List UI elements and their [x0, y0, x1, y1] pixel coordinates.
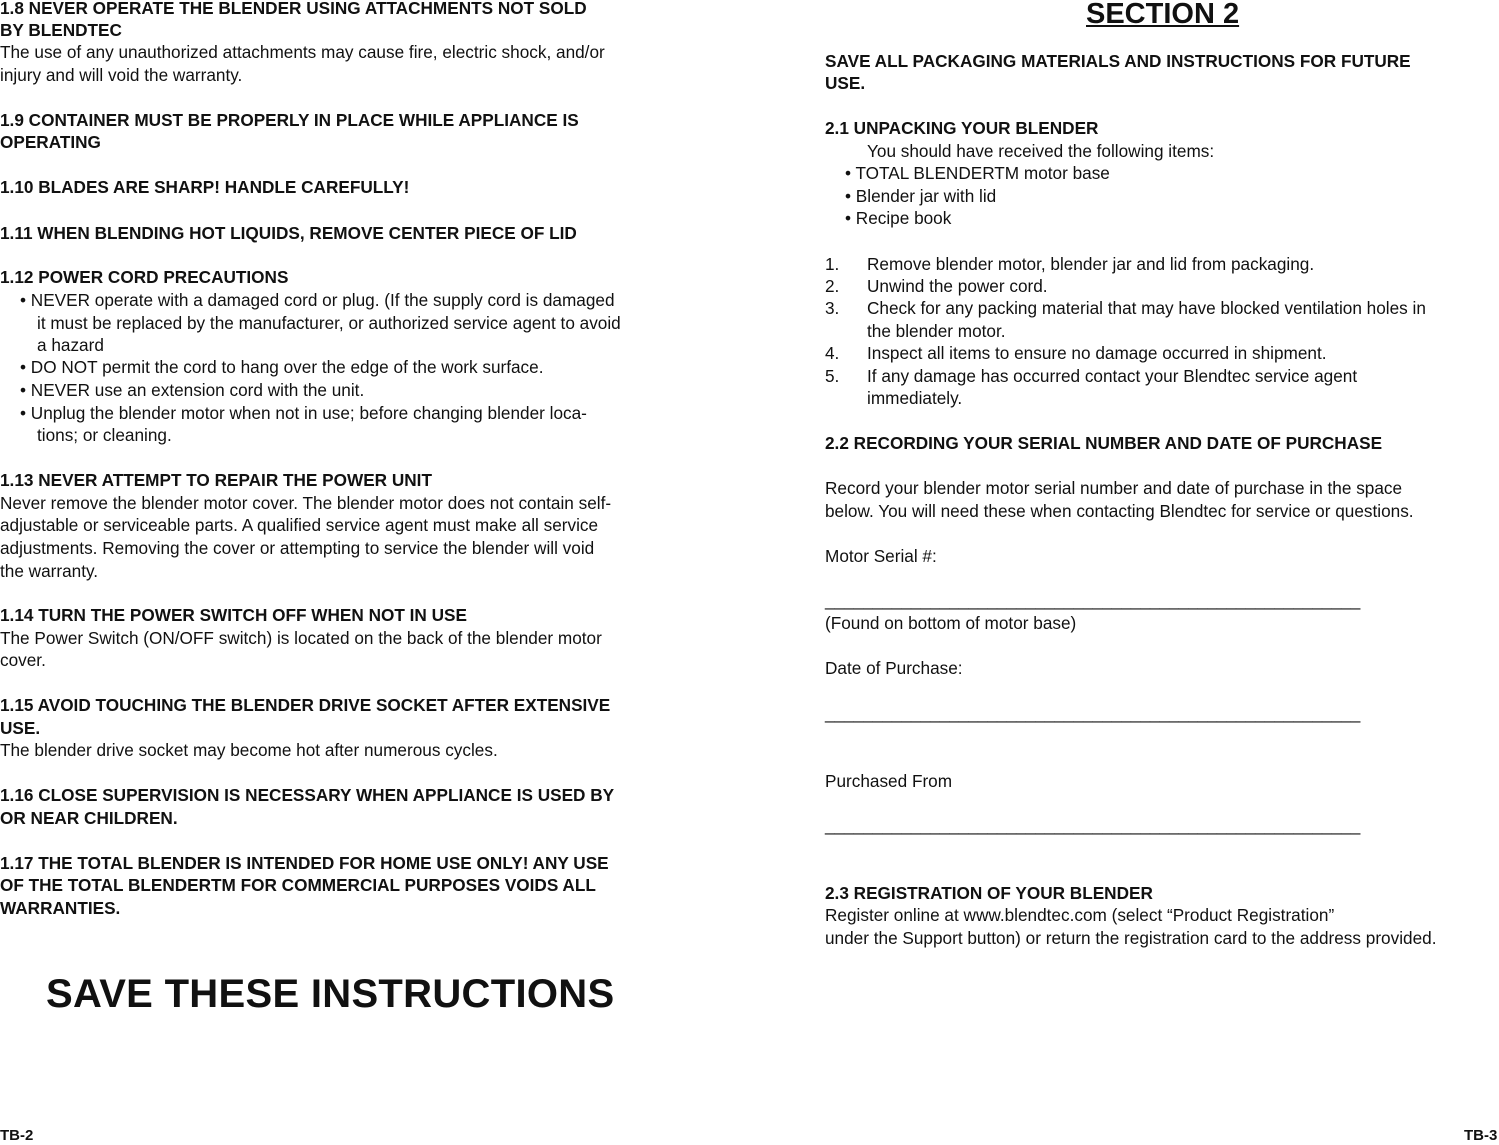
- section-1-13-body-line2: adjustable or serviceable parts. A qualified service agent must make all service: [0, 515, 599, 535]
- motor-serial-blank: ________________________________________________________: [825, 590, 1361, 610]
- section-2-2-title: 2.2 RECORDING YOUR SERIAL NUMBER AND DATE OF PURCHASE: [825, 433, 1383, 453]
- step-2-text: Unwind the power cord.: [867, 276, 1048, 296]
- section-1-8-body-line1: The use of any unauthorized attachments may cause fire, electric shock, and/or: [0, 42, 605, 62]
- cord-bullet-4-line1: • Unplug the blender motor when not in use; before changing blender loca-: [20, 403, 587, 423]
- step-5-text-line2: immediately.: [867, 388, 963, 408]
- intro-line2: USE.: [825, 73, 866, 93]
- section-1-14-body-line1: The Power Switch (ON/OFF switch) is located on the back of the blender motor: [0, 628, 602, 648]
- motor-serial-label: Motor Serial #:: [825, 546, 937, 566]
- cord-bullet-1-line3: a hazard: [37, 335, 104, 355]
- page-number-left: TB-2: [0, 1127, 34, 1144]
- step-3-text-line2: the blender motor.: [867, 321, 1006, 341]
- section-1-13-title: 1.13 NEVER ATTEMPT TO REPAIR THE POWER UNIT: [0, 470, 432, 490]
- section-1-15-title-line1: 1.15 AVOID TOUCHING THE BLENDER DRIVE SOCKET AFTER EXTENSIVE: [0, 695, 611, 715]
- purchased-from-label: Purchased From: [825, 771, 953, 791]
- section-1-17-title-line2: OF THE TOTAL BLENDERTM FOR COMMERCIAL PURPOSES VOIDS ALL: [0, 875, 596, 895]
- section-1-13-body-line1: Never remove the blender motor cover. The blender motor does not contain self-: [0, 493, 612, 513]
- section-1-9-title-line1: 1.9 CONTAINER MUST BE PROPERLY IN PLACE WHILE APPLIANCE IS: [0, 110, 579, 130]
- save-instructions-heading: SAVE THESE INSTRUCTIONS: [46, 972, 615, 1016]
- section-1-8-title-line1: 1.8 NEVER OPERATE THE BLENDER USING ATTACHMENTS NOT SOLD: [0, 0, 587, 18]
- section-1-8-title-line2: BY BLENDTEC: [0, 20, 122, 40]
- section-2-1-lead: You should have received the following items:: [867, 141, 1215, 161]
- section-1-14-body-line2: cover.: [0, 650, 46, 670]
- section-1-15-body: The blender drive socket may become hot after numerous cycles.: [0, 740, 498, 760]
- step-2-number: 2.: [825, 276, 840, 296]
- section-2-1-title: 2.1 UNPACKING YOUR BLENDER: [825, 118, 1099, 138]
- cord-bullet-3: • NEVER use an extension cord with the unit.: [20, 380, 365, 400]
- section-2-3-body-line1: Register online at www.blendtec.com (select “Product Registration”: [825, 905, 1335, 925]
- step-5-number: 5.: [825, 366, 840, 386]
- intro-line1: SAVE ALL PACKAGING MATERIALS AND INSTRUCTIONS FOR FUTURE: [825, 51, 1411, 71]
- step-1-text: Remove blender motor, blender jar and lid from packaging.: [867, 254, 1315, 274]
- date-of-purchase-blank: ________________________________________________________: [825, 703, 1361, 723]
- section-1-14-title: 1.14 TURN THE POWER SWITCH OFF WHEN NOT IN USE: [0, 605, 467, 625]
- section-2-2-body-line2: below. You will need these when contacting Blendtec for service or questions.: [825, 501, 1414, 521]
- section-1-17-title-line1: 1.17 THE TOTAL BLENDER IS INTENDED FOR HOME USE ONLY! ANY USE: [0, 853, 609, 873]
- section-1-17-title-line3: WARRANTIES.: [0, 898, 121, 918]
- section-1-13-body-line3: adjustments. Removing the cover or attempting to service the blender will void: [0, 538, 595, 558]
- section-1-15-title-line2: USE.: [0, 718, 41, 738]
- section-1-8-body-line2: injury and will void the warranty.: [0, 65, 243, 85]
- cord-bullet-4-line2: tions; or cleaning.: [37, 425, 172, 445]
- section-1-13-body-line4: the warranty.: [0, 561, 99, 581]
- step-1-number: 1.: [825, 254, 840, 274]
- page-number-right: TB-3: [1464, 1127, 1498, 1144]
- section-1-16-title-line1: 1.16 CLOSE SUPERVISION IS NECESSARY WHEN APPLIANCE IS USED BY: [0, 785, 615, 805]
- step-4-number: 4.: [825, 343, 840, 363]
- step-4-text: Inspect all items to ensure no damage occurred in shipment.: [867, 343, 1327, 363]
- section-1-16-title-line2: OR NEAR CHILDREN.: [0, 808, 178, 828]
- step-5-text-line1: If any damage has occurred contact your Blendtec service agent: [867, 366, 1358, 386]
- section-2-3-body-line2: under the Support button) or return the registration card to the address provided.: [825, 928, 1437, 948]
- section-1-10-title: 1.10 BLADES ARE SHARP! HANDLE CAREFULLY!: [0, 177, 410, 197]
- item-list-1: • TOTAL BLENDERTM motor base: [845, 163, 1110, 183]
- item-list-3: • Recipe book: [845, 208, 952, 228]
- cord-bullet-1-line2: it must be replaced by the manufacturer, or authorized service agent to avoid: [37, 313, 621, 333]
- section-1-9-title-line2: OPERATING: [0, 132, 101, 152]
- section-2-2-body-line1: Record your blender motor serial number and date of purchase in the space: [825, 478, 1403, 498]
- section-2-heading: SECTION 2: [1086, 0, 1240, 30]
- motor-serial-note: (Found on bottom of motor base): [825, 613, 1077, 633]
- purchased-from-blank: ________________________________________________________: [825, 815, 1361, 835]
- section-1-11-title: 1.11 WHEN BLENDING HOT LIQUIDS, REMOVE CENTER PIECE OF LID: [0, 223, 577, 243]
- step-3-number: 3.: [825, 298, 840, 318]
- section-1-12-title: 1.12 POWER CORD PRECAUTIONS: [0, 267, 289, 287]
- section-2-3-title: 2.3 REGISTRATION OF YOUR BLENDER: [825, 883, 1153, 903]
- cord-bullet-2: • DO NOT permit the cord to hang over the edge of the work surface.: [20, 357, 544, 377]
- date-of-purchase-label: Date of Purchase:: [825, 658, 963, 678]
- step-3-text-line1: Check for any packing material that may have blocked ventilation holes in: [867, 298, 1426, 318]
- cord-bullet-1-line1: • NEVER operate with a damaged cord or plug. (If the supply cord is damaged: [20, 290, 615, 310]
- item-list-2: • Blender jar with lid: [845, 186, 997, 206]
